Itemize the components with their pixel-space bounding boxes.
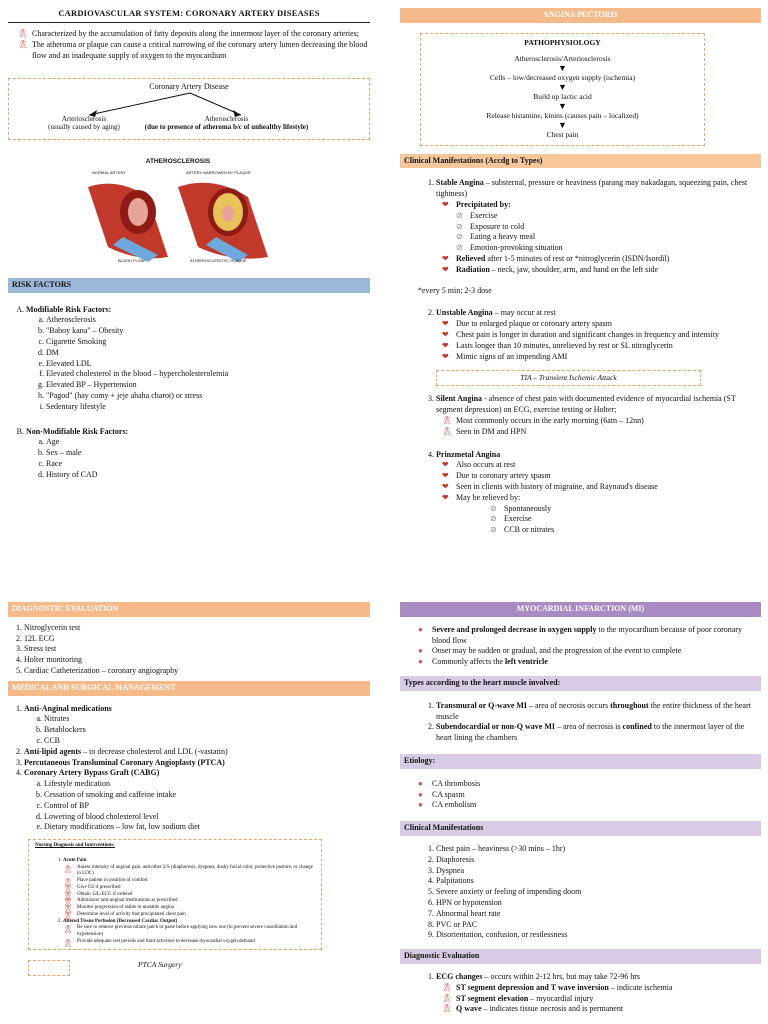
- silent-desc: - absence of chest pain with documented evidence of myocardial ischemia (ST segment depression) on ECG, exercise testing or Holter;: [436, 394, 736, 415]
- silent-item: 🎗 Most commonly occurs in the early morning (6am – 12nn): [442, 416, 761, 427]
- clinical-mi-band: Clinical Manifestations: [400, 821, 761, 836]
- type2-pre: – area of necrosis is: [554, 722, 623, 732]
- illustration-title: ATHEROSCLEROSIS: [145, 157, 211, 165]
- nd-acute-pain: [63, 858, 315, 919]
- clinical-mi-item: 9. Disorientation, confusion, or restlessness: [436, 930, 761, 941]
- mgmt4-item: b. Cessation of smoking and caffeine intake: [44, 790, 370, 801]
- clinical-mi-item: 2. Diaphoresis: [436, 855, 761, 866]
- nd1-item: 🎗 Obtain 12L-ECG if ordered: [63, 892, 315, 899]
- patho-step: Atherosclerosis/Arteriosclerosis: [514, 53, 611, 63]
- patho-flow: [421, 54, 704, 141]
- precip-list: [456, 211, 761, 254]
- mgmt4-item: d. Lowering of blood cholesterol level: [44, 812, 370, 823]
- etiology-list: [418, 779, 761, 811]
- stable-title: Stable Angina: [436, 178, 484, 188]
- label-plaque: ATHEROSCLEROTIC PLAQUE: [190, 257, 247, 263]
- nd1-item: 🎗 Monitor progression of stable to unstable angina: [63, 905, 315, 912]
- mgmt1-list: [24, 714, 370, 746]
- modifiable-item: h. "Pagod" (hay comy + jeje ahaha charot) or stress: [46, 391, 370, 402]
- down-arrow-icon: ▼: [558, 101, 567, 112]
- unstable-title: Unstable Angina: [436, 308, 493, 318]
- right-top-section: [400, 8, 761, 536]
- unstable-item: ❤ Mimic signs of an impending AMI: [442, 352, 761, 363]
- nonmodifiable-item: d. History of CAD: [46, 470, 370, 481]
- prinz-relief-list: [490, 504, 761, 536]
- diagram-left: [29, 115, 139, 132]
- nonmodifiable-item: a. Age: [46, 437, 370, 448]
- mgmt4-item: e. Dietary modifications – low fat, low sodium diet: [44, 822, 370, 833]
- radiation-text: – neck, jaw, shoulder, arm, and hand on the left side: [489, 264, 659, 274]
- unstable-desc: – may occur at rest: [492, 308, 556, 318]
- clinical-band: Clinical Manifestations (Accdg to Types): [400, 154, 761, 169]
- nursing-title: Nursing Diagnosis and Interventions:: [35, 843, 115, 849]
- radiation-label: Radiation: [456, 264, 490, 274]
- mi-item-pre: Commonly affects the: [432, 657, 505, 667]
- modifiable-item: e. Elevated LDL: [46, 359, 370, 370]
- clinical-mi-list: [400, 844, 761, 941]
- prinz-item: ❤ Also occurs at rest: [442, 460, 761, 471]
- clinical-mi-item: 5. Severe anxiety or feeling of impending doom: [436, 887, 761, 898]
- prinz-item: ❤ Seen in clients with history of migraine, and Raynaud's disease: [442, 482, 761, 493]
- nd1-item: 🎗 Give O2 if prescribed: [63, 885, 315, 892]
- diag-eval-band: Diagnostic Evaluation: [400, 949, 761, 964]
- modifiable-group: [26, 305, 370, 427]
- mi-types: [400, 701, 761, 744]
- modifiable-item: b. "Baboy kana" – Obesity: [46, 326, 370, 337]
- label-normal-artery: NORMAL ARTERY: [92, 169, 126, 175]
- modifiable-item: c. Cigarette Smoking: [46, 337, 370, 348]
- mi-item: [418, 625, 761, 647]
- mgmt2-rest: – to decrease cholesterol and LDL (-vastatin): [81, 746, 228, 756]
- diagnostic-item: 2. 12L ECG: [24, 634, 370, 645]
- risk-factors-band: RISK FACTORS: [8, 278, 370, 293]
- page-title: CARDIOVASCULAR SYSTEM: CORONARY ARTERY DISEASES: [8, 0, 370, 23]
- management-band: MEDICAL AND SURGICAL MANAGEMENT: [8, 681, 370, 696]
- nursing-diagnoses: [35, 858, 315, 946]
- ecg-item: 🎗 ST segment depression and T wave inversion – indicate ischemia: [442, 983, 761, 994]
- modifiable-item: i. Sedentary lifestyle: [46, 402, 370, 413]
- nd1-item: 🎗 Determine level of activity that precipitated chest pain: [63, 912, 315, 919]
- silent-title: Silent Angina: [436, 394, 483, 404]
- precipitated-item: [442, 200, 761, 254]
- unstable-item: ❤ Due to enlarged plaque or coronary artery spasm: [442, 319, 761, 330]
- clinical-mi-item: 8. PVC or PAC: [436, 920, 761, 931]
- nd2-list: [63, 925, 315, 945]
- stable-angina: [418, 178, 761, 296]
- mgmt1-title: Anti-Anginal medications: [24, 703, 112, 713]
- clinical-mi-item: 1. Chest pain – heaviness (>30 mins – 1hr): [436, 844, 761, 855]
- nursing-box: [28, 839, 322, 950]
- left-top-section: [8, 0, 370, 481]
- mgmt3-title: Percutaneous Transluminal Coronary Angioplasty (PTCA): [24, 757, 225, 767]
- unstable-item: ❤ Chest pain is longer in duration and significant changes in frequency and intensity: [442, 330, 761, 341]
- relieved-item: [442, 254, 761, 265]
- atherosclerosis-illustration: [78, 158, 278, 268]
- clinical-mi-item: 4. Palpitations: [436, 876, 761, 887]
- prinz-item: ❤ Due to coronary artery spasm: [442, 471, 761, 482]
- nd1-list: [63, 865, 315, 919]
- intro-item: 🎗 The atheroma or plaque can cause a critical narrowing of the coronary artery lumen decreasing the blood flow and an inadequate supply of oxygen to the myocardium: [18, 40, 370, 62]
- nd1-item: 🎗 Place patient in position of comfort: [63, 878, 315, 885]
- ptca-frame-corner: [28, 960, 70, 976]
- unstable-angina: [436, 308, 761, 386]
- type2-bold: confined: [622, 722, 652, 732]
- ecg-title: ECG changes: [436, 971, 483, 981]
- type2-title: Subendocardial or non-Q wave MI: [436, 722, 555, 732]
- down-arrow-icon: ▼: [558, 82, 567, 93]
- nonmodifiable-item: c. Race: [46, 459, 370, 470]
- angina-band: ANGINA PECTORIS: [400, 8, 761, 23]
- diagnostic-item: 5. Cardiac Catheterization – coronary angiography: [24, 666, 370, 677]
- modifiable-item: a. Atherosclerosis: [46, 315, 370, 326]
- mgmt4-item: c. Control of BP: [44, 801, 370, 812]
- precip-item: ⊘ Exposure to cold: [456, 222, 761, 233]
- prinz-relief-item: ⊘ CCB or nitrates: [490, 525, 761, 536]
- prinz-relief-item: ⊘ Exercise: [490, 514, 761, 525]
- intro-item: 🎗 Characterized by the accumulation of fatty deposits along the innermost layer of the coronary arteries;: [18, 29, 370, 40]
- mgmt1-item: a. Nitrates: [44, 714, 370, 725]
- mgmt4-title: Coronary Artery Bypass Graft (CABG): [24, 768, 160, 778]
- label-narrowed-artery: ARTERY NARROWED BY PLAQUE: [186, 169, 251, 175]
- mgmt-ptca: [24, 758, 370, 769]
- type2-post: to the innermost layer of the heart lining the chambers: [436, 722, 745, 743]
- silent-item: 🎗 Seen in DM and HPN: [442, 427, 761, 438]
- prinz-item: ❤ May be relieved by:: [442, 493, 761, 504]
- clinical-mi-item: 7. Abnormal heart rate: [436, 909, 761, 920]
- ecg-rest: – occurs within 2-12 hrs, but may take 72-96 hrs: [482, 971, 640, 981]
- type1-post: the entire thickness of the heart muscle: [436, 700, 751, 721]
- etiology-item: ● CA spasm: [418, 790, 761, 801]
- dose-note: *every 5 min; 2-3 dose: [418, 285, 492, 295]
- down-arrow-icon: ▼: [558, 120, 567, 131]
- ecg-list: [442, 983, 761, 1015]
- silent-list: [442, 416, 761, 438]
- diagnostic-item: 3. Stress test: [24, 644, 370, 655]
- tia-note: TIA – Transient Ischemic Attack: [436, 370, 701, 386]
- stable-details: [442, 200, 761, 276]
- mi-item: [418, 657, 761, 668]
- diagnostic-item: 4. Holter monitoring: [24, 655, 370, 666]
- prinz-relief-item: ⊘ Spontaneously: [490, 504, 761, 515]
- down-arrow-icon: ▼: [558, 63, 567, 74]
- type1-title: Transmural or Q-wave MI: [436, 700, 528, 710]
- mgmt-cabg: [24, 768, 370, 833]
- clinical-mi-item: 6. HPN or hypotension: [436, 898, 761, 909]
- mgmt-antianginal: [24, 704, 370, 747]
- unstable-list: [442, 319, 761, 362]
- radiation-item: [442, 265, 761, 276]
- unstable-item: ❤ Lasts longer than 10 minutes, unrelieved by rest or SL nitroglycerin: [442, 341, 761, 352]
- diagram-left-sub: (usually caused by aging): [48, 123, 120, 132]
- patho-title: PATHOPHYSIOLOGY: [524, 37, 601, 47]
- diag-eval-list: [400, 972, 761, 1015]
- mi-item-bold: Severe and prolonged decrease in oxygen supply: [432, 624, 597, 634]
- relieved-text: after 1-5 minutes of rest or *nitroglycerin (ISDN/Isordil): [485, 253, 670, 263]
- pathophysiology-box: [420, 33, 705, 146]
- precip-item: ⊘ Eating a heavy meal: [456, 232, 761, 243]
- artery-drawing: [78, 167, 278, 267]
- precip-label: Precipitated by:: [456, 199, 511, 209]
- nonmodifiable-group: [26, 427, 370, 481]
- nd1-item: 🎗 Assess intensity of anginal pain, and other S/S (diaphoresis, dyspnea, dusky facial color, protective posture, or change in LOC): [63, 865, 315, 879]
- mgmt4-item: a. Lifestyle medication: [44, 779, 370, 790]
- ecg-changes: [436, 972, 761, 1015]
- precip-item: ⊘ Exercise: [456, 211, 761, 222]
- silent-angina: [436, 394, 761, 449]
- mgmt2-title: Anti-lipid agents: [24, 746, 82, 756]
- modifiable-item: g. Elevated BP – Hypertension: [46, 380, 370, 391]
- modifiable-list: [26, 315, 370, 412]
- mi-item-bold: left ventricle: [504, 657, 548, 667]
- precip-item: ⊘ Emotion-provoking situation: [456, 243, 761, 254]
- ecg-item: 🎗 ST segment elevation – myocardial injury: [442, 994, 761, 1005]
- risk-factor-groups: [8, 305, 370, 481]
- right-bottom-section: [400, 602, 761, 1015]
- nonmodifiable-heading: Non-Modifiable Risk Factors:: [26, 426, 129, 436]
- relieved-label: Relieved: [456, 253, 486, 263]
- diagram-root: Coronary Artery Disease: [149, 81, 229, 91]
- label-blood-flow: BLOOD FLOW: [118, 257, 145, 263]
- intro-list: [18, 29, 370, 61]
- diagram-right-label: Atherosclerosis: [204, 114, 249, 123]
- mgmt1-item: b. Betablockers: [44, 725, 370, 736]
- patho-step: Build up lactic acid: [533, 92, 592, 102]
- modifiable-heading: Modifiable Risk Factors:: [26, 304, 112, 314]
- ptca-row: [8, 958, 370, 978]
- diagram-right-sub: (due to presence of atheroma b/c of unhealthy lifestyle): [144, 123, 309, 132]
- clinical-mi-item: 3. Dyspnea: [436, 866, 761, 877]
- patho-step: Release histamine, kinins (causes pain – localized): [486, 111, 639, 121]
- modifiable-item: f. Elevated cholesterol in the blood – hypercholesterolemia: [46, 369, 370, 380]
- diagnostic-item: 1. Nitroglycerin test: [24, 623, 370, 634]
- ecg-item: 🎗 Q wave – indicates tissue necrosis and is permanent: [442, 1004, 761, 1015]
- nd-tissue-perfusion: [63, 919, 315, 946]
- nd1-title: Acute Pain: [63, 857, 87, 863]
- angina-types: [400, 178, 761, 536]
- ptca-caption: PTCA Surgery: [138, 959, 182, 969]
- nonmodifiable-list: [26, 437, 370, 480]
- mgmt1-item: c. CCB: [44, 736, 370, 747]
- etiology-item: ● CA thrombosis: [418, 779, 761, 790]
- diagram-right: [129, 115, 324, 132]
- nd1-item: 🎗 Administer anti-anginal medications as prescribed: [63, 898, 315, 905]
- diagram-left-label: Arteriosclerosis: [61, 114, 107, 123]
- diagnostic-band: DIAGNOSTIC EVALUATION: [8, 602, 370, 617]
- modifiable-item: d. DM: [46, 348, 370, 359]
- nd2-item: 🎗 Be sure to remove previous nitrate patch or paste before applying new one (to prevent severe vasodilation and hypotension): [63, 925, 315, 939]
- type1-pre: – area of necrosis occurs: [527, 700, 611, 710]
- left-bottom-section: [8, 602, 370, 978]
- mi-type-subendocardial: [436, 722, 761, 744]
- mgmt-antilipid: [24, 747, 370, 758]
- stable-desc: – substernal, pressure or heaviness (parang may nakadagan, squeezing pain, chest tightness): [436, 178, 748, 199]
- mi-item: ● Onset may be sudden or gradual, and the progression of the event to complete: [418, 646, 761, 657]
- mi-item-rest: to the myocardium because of poor coronary blood flow: [432, 624, 742, 645]
- etiology-item: ● CA embolism: [418, 800, 761, 811]
- prinz-title: Prinzmetal Angina: [436, 449, 501, 459]
- type1-bold: throughout: [610, 700, 649, 710]
- etiology-band: Etiology:: [400, 754, 761, 769]
- nd2-title: Altered Tissue Perfusion (Decreased Cardiac Output): [63, 918, 178, 924]
- cad-diagram: [8, 78, 370, 140]
- nd2-item: 🎗 Provide adequate rest periods and limit activities to decrease myocardial oxygen demand: [63, 939, 315, 946]
- types-band: Types according to the heart muscle involved:: [400, 676, 761, 691]
- patho-step: Cells – low/decreased oxygen supply (ischemia): [489, 73, 636, 83]
- mi-band: MYOCARDIAL INFARCTION (MI): [400, 602, 761, 617]
- management-list: [8, 704, 370, 834]
- mgmt4-list: [24, 779, 370, 833]
- prinzmetal-angina: [436, 450, 761, 536]
- nonmodifiable-item: b. Sex – male: [46, 448, 370, 459]
- mi-type-transmural: [436, 701, 761, 723]
- patho-step: Chest pain: [546, 130, 579, 140]
- diagnostic-list: [8, 623, 370, 677]
- prinz-list: [442, 460, 761, 503]
- mi-overview: [418, 625, 761, 668]
